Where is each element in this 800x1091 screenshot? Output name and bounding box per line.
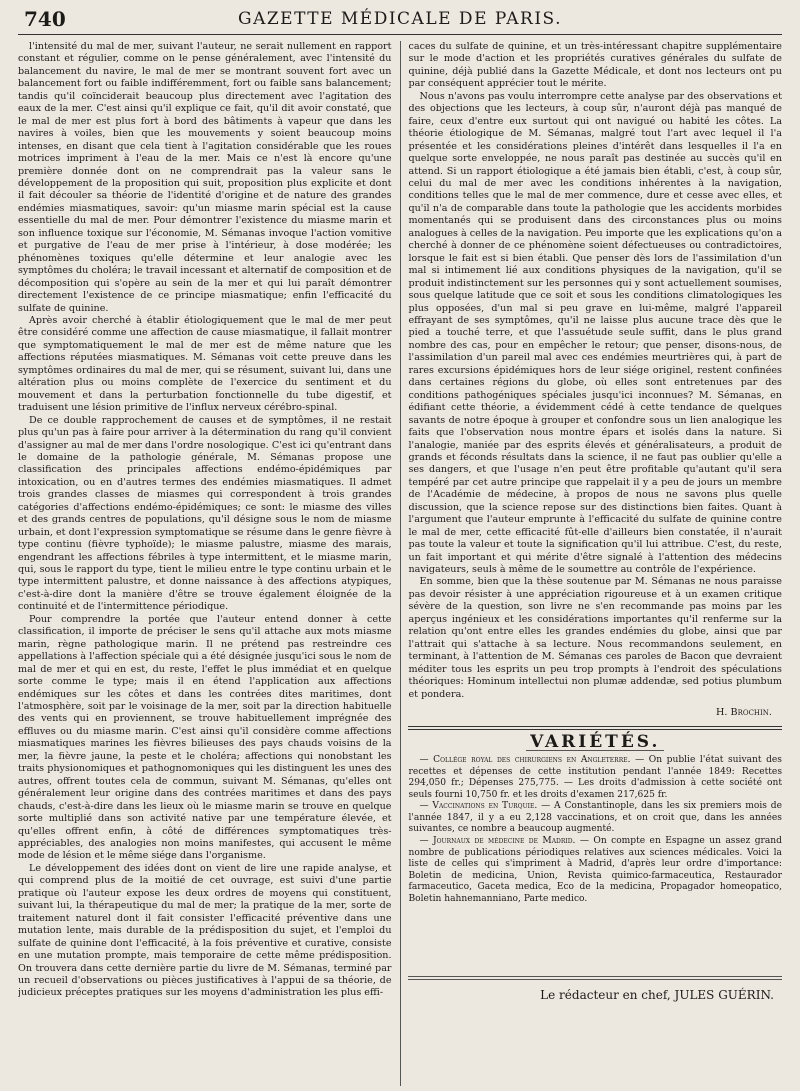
page-number: 740 — [24, 7, 66, 31]
right-paragraph-1: caces du sulfate de quinine, et un très-intéressant chapitre supplémentaire sur le mode d'action et les propriétés curatives générales du sulfate de quinine, déjà publié dans la Gazette Médicale, et dont nos lecteurs ont pu par conséquent apprécier tout le mérite. — [408, 41, 782, 90]
varietes-item — [408, 836, 782, 906]
editor-divider — [408, 976, 782, 980]
article-signature: H. Brochin. — [716, 707, 772, 719]
right-paragraph-2: Nous n'avons pas voulu interrompre cette analyse par des observations et des objections que les lecteurs, à coup sûr, n'auront déjà pas manqué de faire, ceux d'entre eux surtout qui ont navigué ou habité les côtes. La théorie étiologique de M. Sémanas, malgré tout l'art avec lequel il l'a présentée et les considérations pleines d'intérêt dans lesquelles il l'a en quelque sorte enveloppée, ne nous paraît pas destinée au succès qu'il en attend. Si un rapport étiologique a été jamais bien établi, c'est, à coup sûr, celui du mal de mer avec les conditions inhérentes à la navigation, conditions telles que le mal de mer commence, dure et cesse avec elles, et qu'il n'a de comparable dans toute la pathologie que les accidents morbides momentanés qui se produisent dans des circonstances plus ou moins analogues à celles de la navigation. Peu importe que les explications qu'on a cherché à donner de ce phénomène soient défectueuses ou contradictoires, lorsque le fait est si bien établi. Que penser dès lors de l'assimilation d'un mal si intimement lié aux conditions physiques de la navigation, qu'il se produit indistinctement sur les personnes qui y sont actuellement soumises, sous quelque latitude que ce soit et sous les conditions climatologiques les plus opposées, d'un mal si peu grave en lui-même, malgré l'appareil effrayant de ses symptômes, qu'il ne laisse plus aucune trace dès que le pied a touché terre, et que l'assuétude seule suffit, dans le plus grand nombre des cas, pour en empêcher le retour; que penser, disons-nous, de l'assimilation d'un pareil mal avec ces endémies meurtrières qui, à part de rares excursions épidémiques hors de leur siége originel, restent confinées dans certaines régions du globe, où elles sont entretenues par des conditions pathogéniques spéciales jusqu'ici inconnues? M. Sémanas, en édifiant cette théorie, a évidemment cédé à cette tendance de quelques savants de notre époque à grouper et confondre sous un lien analogique les faits que l'observation nous montre épars et isolés dans la nature. Si l'analogie, maniée par des esprits élevés et généralisateurs, a produit de grands et féconds résultats dans la science, il ne faut pas oublier qu'elle a ses dangers, et que l'usage n'en peut être profitable qu'autant qu'il sera tempéré par cet autre principe que rappelait il y a peu de jours un membre de l'Académie de médecine, à propos de nous ne savons plus quelle discussion, que la science repose sur des distinctions bien faites. Quant à l'argument que l'auteur emprunte à l'efficacité du sulfate de quinine contre le mal de mer, cette efficacité fût-elle d'ailleurs bien constatée, il n'aurait pas toute la valeur et toute la signification qu'il lui attribue. C'est, du reste, un fait important et qui mérite d'être signalé à l'attention des médecins navigateurs, seuls à même de le soumettre au contrôle de l'expérience. — [408, 90, 782, 576]
varietes-item — [408, 801, 782, 836]
varietes-heading — [408, 732, 782, 753]
varietes-item-lead: — Vaccinations en Turquie. — [419, 801, 538, 812]
varietes-item — [408, 755, 782, 801]
right-column — [408, 41, 782, 1086]
left-paragraph-3: De ce double rapprochement de causes et de symptômes, il ne restait plus qu'un pas à faire pour arriver à la détermination du rang qu'il convient d'assigner au mal de mer dans l'ordre nosologique. C'est ici qu'entrant dans le domaine de la pathologie générale, M. Sémanas propose une classification des principales affections endémo-épidémiques par intoxication, ou en d'autres termes des endémies miasmatiques. Il admet trois grandes classes de miasmes qui correspondent à trois grandes catégories d'affections endémo-épidémiques; ce sont: le miasme des villes et des grands centres de populations, qu'il désigne sous le nom de miasme urbain, et dont l'expression symptomatique se résume dans le genre fièvre à type continu (fièvre typhoïde); le miasme palustre, miasme des marais, engendrant les affections fébriles à type intermittent, et le miasme marin, qui, sous le rapport du type, tient le milieu entre le type continu urbain et le type intermittent palustre, et donne naissance à des affections atypiques, c'est-à-dire dont la manière d'être se trouve également éloignée de la continuité et de l'intermittence périodique. — [18, 414, 392, 613]
varietes-item-lead: — Journaux de médecine de Madrid. — [419, 836, 576, 847]
left-column — [18, 41, 392, 1086]
editor-label: Le rédacteur en chef, — [540, 987, 671, 1002]
text-columns — [18, 41, 782, 1086]
varietes-item-text: — A Constantinople, dans les six premiers mois de l'année 1847, il y a eu 2,128 vaccinations, et on croit que, dans les années suivantes, ce nombre a beaucoup augmenté. — [408, 801, 782, 835]
journal-title: GAZETTE MÉDICALE DE PARIS. — [238, 9, 562, 29]
varietes-item-text: — On publie l'état suivant des recettes et dépenses de cette institution pendant l'année 1849: Recettes 294,050 fr.; Dépenses 275,775. — Les droits d'admission à cette société ont seuls fourni 10,750 fr. et les droits d'examen 217,625 fr. — [408, 754, 782, 800]
left-paragraph-2: Après avoir cherché à établir étiologiquement que le mal de mer peut être considéré comme une affection de cause miasmatique, il fallait montrer que symptomatiquement le mal de mer est de même nature que les affections réputées miasmatiques. M. Sémanas voit cette preuve dans les symptômes ordinaires du mal de mer, qui se résument, suivant lui, dans une altération plus ou moins complète de l'exercice du sentiment et du mouvement et dans la perturbation fonctionnelle du tube digestif, et traduisent une lésion primitive de l'influx nerveux cérébro-spinal. — [18, 314, 392, 414]
editor-credit — [408, 989, 774, 1001]
right-paragraph-3: En somme, bien que la thèse soutenue par M. Sémanas ne nous paraisse pas devoir résister à une appréciation rigoureuse et à un examen critique sévère de la question, son livre ne s'en recommande pas moins par les aperçus ingénieux et les considérations importantes qu'il renferme sur la relation qu'ont entre elles les grandes endémies du globe, ainsi que par l'attrait qui s'attache à sa lecture. Nous recommandons seulement, en terminant, à l'attention de M. Sémanas ces paroles de Bacon que devraient méditer tous les esprits un peu trop prompts à l'endroit des spéculations théoriques: Hominum intellectui non plumæ addendæ, sed potius plumbum et pondera. — [408, 576, 782, 700]
left-paragraph-5: Le développement des idées dont on vient de lire une rapide analyse, et qui comprend plus de la moitié de cet ouvrage, est suivi d'une partie pratique où l'auteur expose les deux ordres de moyens qui constituent, suivant lui, la thérapeutique du mal de mer; la pratique de la mer, sorte de traitement naturel dont il fait consister l'efficacité préventive dans une mutation lente, mais durable de la prédisposition du sujet, et l'emploi du sulfate de quinine dont l'efficacité, à la fois préventive et curative, consiste en une mutation prompte, mais temporaire de cette même prédisposition. On trouvera dans cette dernière partie du livre de M. Sémanas, terminé par un recueil d'observations ou pièces justificatives à l'appui de sa théorie, de judicieux préceptes pratiques sur les moyens d'administration les plus effi- — [18, 862, 392, 999]
column-divider — [400, 41, 401, 1086]
varietes-title: VARIÉTÉS. — [526, 736, 664, 750]
left-paragraph-4: Pour comprendre la portée que l'auteur entend donner à cette classification, il importe de préciser le sens qu'il attache aux mots miasme marin, règne pathologique marin. Il ne prétend pas restreindre ces appellations à l'affection spéciale qui a été désignée jusqu'ici sous le nom de mal de mer et qui en est, du reste, l'effet le plus immédiat et en quelque sorte comme le type; mais il en étend l'application aux affections endémiques sur les côtes et dans les contrées dites maritimes, dont l'atmosphère, soit par le voisinage de la mer, soit par la direction habituelle des vents qui en proviennent, se trouve habituellement imprégnée des effluves ou du miasme marin. C'est ainsi qu'il considère comme affections miasmatiques marines les fièvres bilieuses des pays chauds voisins de la mer, la fièvre jaune, la peste et le choléra; affections qui nonobstant les traits physionomiques et pathognomoniques qui les distinguent les unes des autres, offrent toutes cela de commun, suivant M. Sémanas, qu'elles ont généralement leur origine dans des contrées maritimes et dans des pays chauds, c'est-à-dire dans les lieux où le miasme marin se trouve en quelque sorte multiplié dans son activité native par une température élevée, et qu'elles offrent enfin, à côté de différences symptomatiques très-appréciables, des analogies non moins manifestes, qui accusent le même mode de lésion et le même siége dans l'organisme. — [18, 613, 392, 862]
page-header — [18, 4, 782, 35]
editor-name: JULES GUÉRIN. — [674, 987, 774, 1002]
section-divider — [408, 726, 782, 730]
varietes-item-text: — On compte en Espagne un assez grand nombre de publications périodiques relatives aux sciences médicales. Voici la liste de celles qui s'impriment à Madrid, d'après leur ordre d'importance: Boletin de medicina, Union, Revista quimico-farmaceutica, Restaurador farmaceutico, Gaceta medica, Eco de la medicina, Propagador homeopatico, Boletin hahnemanniano, Parte medico. — [408, 836, 782, 905]
left-paragraph-1: l'intensité du mal de mer, suivant l'auteur, ne serait nullement en rapport constant et régulier, comme on le pense généralement, avec l'intensité du balancement du navire, le mal de mer se montrant souvent fort avec un balancement fort ou faible indifféremment, fort ou faible sans balancement; tandis qu'il coïnciderait beaucoup plus directement avec l'agitation des eaux de la mer. C'est ainsi qu'il explique ce fait, qu'il dit avoir constaté, que le mal de mer est plus fort à bord des bâtiments à vapeur que dans les navires à voiles, bien que les mouvements y soient beaucoup moins intenses, en disant que cela tient à l'agitation considérable que les roues motrices impriment à l'eau de la mer. Mais ce n'est là encore qu'une première donnée dont on ne comprendrait pas la valeur sans le développement de la proposition qui suit, proposition plus explicite et dont il fait découler sa théorie de l'identité d'origine et de nature des grandes endémies miasmatiques, savoir: qu'un miasme marin spécial est la cause essentielle du mal de mer. Pour démontrer l'existence du miasme marin et son influence toxique sur l'économie, M. Sémanas invoque l'action vomitive et purgative de l'eau de mer prise à l'intérieur, à dose modérée; les phénomènes toxiques qu'elle détermine et leur analogie avec les symptômes du choléra; le travail incessant et alternatif de composition et de décomposition qui s'opère au sein de la mer et qui lui paraît démontrer directement l'existence de ce principe miasmatique; enfin l'efficacité du sulfate de quinine. — [18, 41, 392, 314]
varietes-item-lead: — Collége royal des chirurgiens en Angleterre. — [419, 754, 631, 765]
